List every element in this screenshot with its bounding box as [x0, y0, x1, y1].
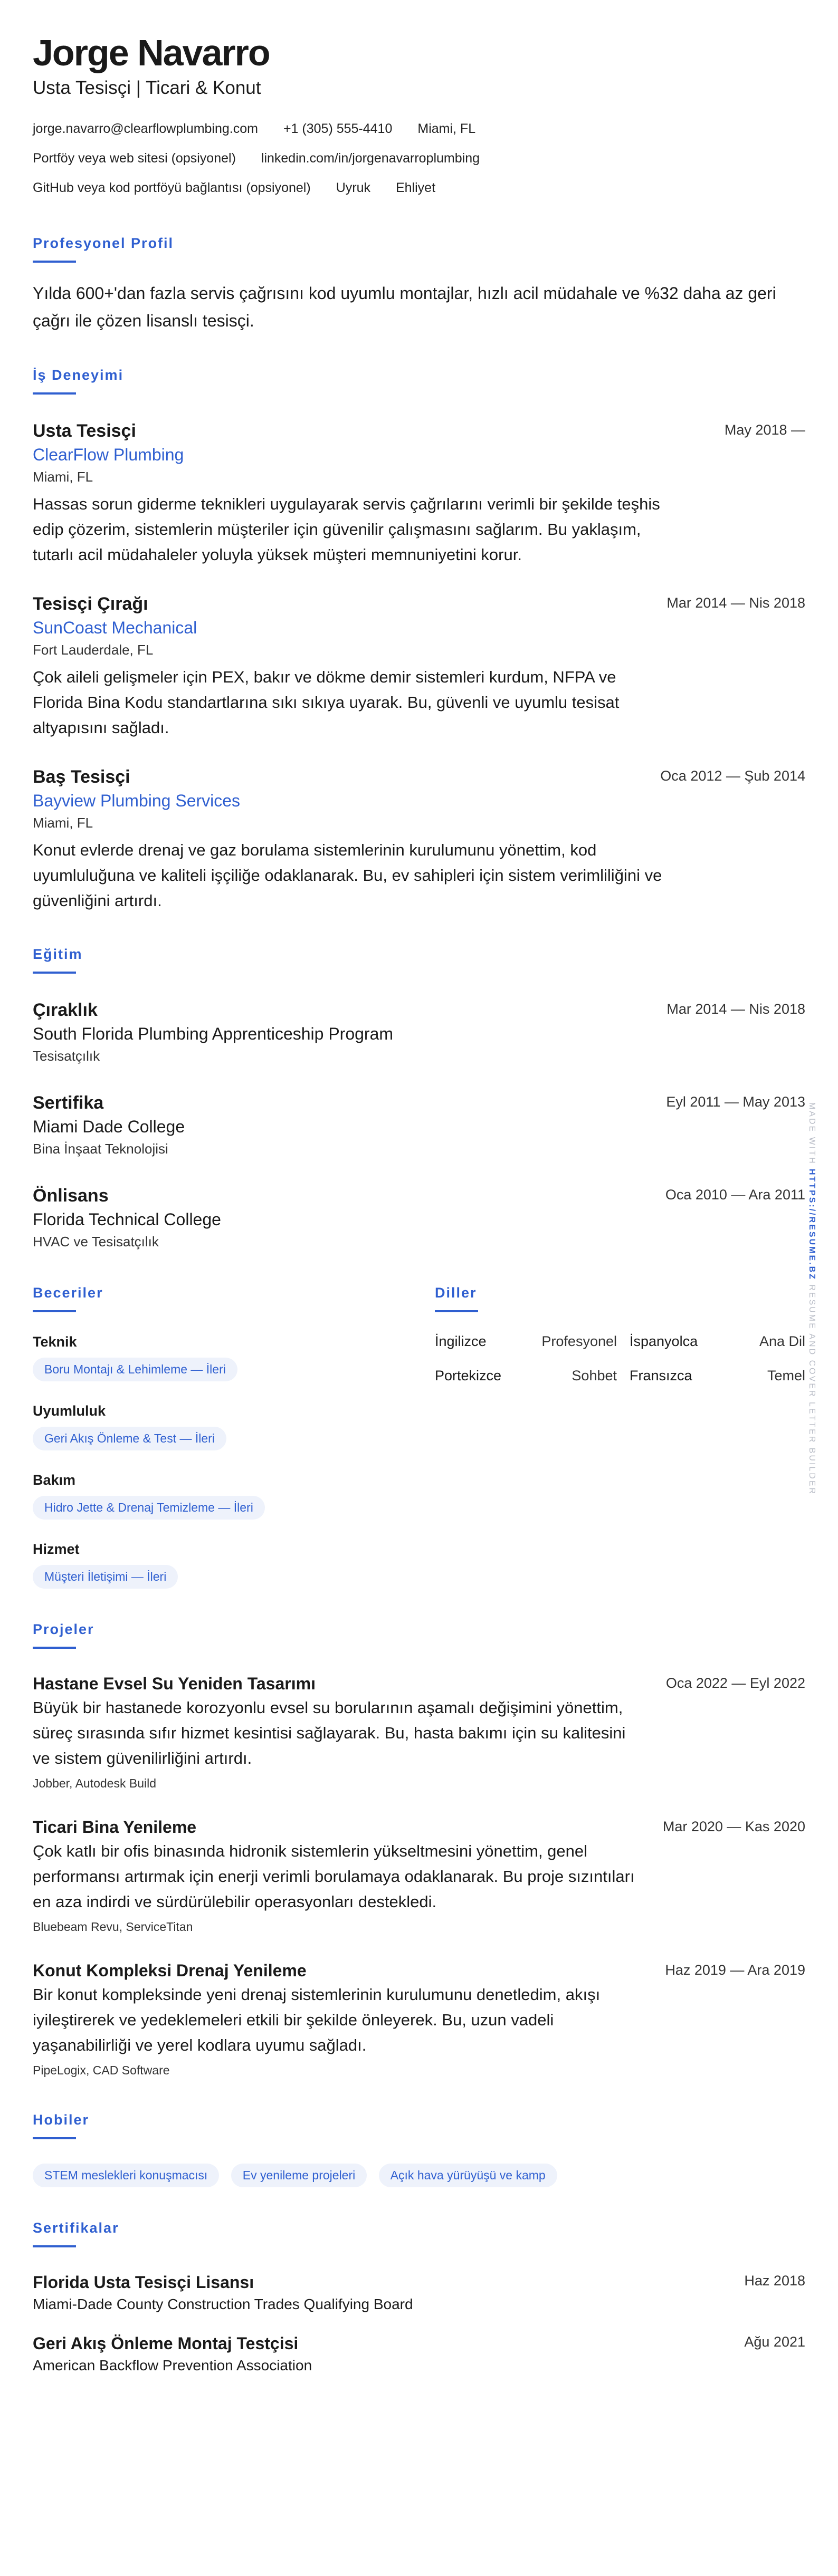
project-date: Mar 2020 — Kas 2020: [662, 1819, 805, 1834]
skill-pill: Hidro Jette & Drenaj Temizleme — İleri: [33, 1496, 265, 1520]
experience-date: Oca 2012 — Şub 2014: [660, 768, 805, 784]
project-tools: Bluebeam Revu, ServiceTitan: [33, 1920, 193, 1934]
education-degree: Çıraklık: [33, 1000, 98, 1020]
certification-issuer: Miami-Dade County Construction Trades Qualifying Board: [33, 2296, 413, 2312]
section-title-skills: Beceriler: [33, 1285, 103, 1301]
project-name: Hastane Evsel Su Yeniden Tasarımı: [33, 1674, 316, 1693]
contact-row: [33, 143, 805, 173]
section-title-languages: Diller: [435, 1285, 477, 1301]
profile-summary: Yılda 600+'dan fazla servis çağrısını kod uyumlu montajlar, hızlı acil müdahale ve %32 daha az geri çağrı ile çözen lisanslı tesisçi.: [33, 284, 776, 330]
experience-company: ClearFlow Plumbing: [33, 445, 184, 464]
experience-description: Hassas sorun giderme teknikleri uygulayarak servis çağrılarını verimli bir şekilde teşhis edip çözerim, sistemlerin müşteriler için güvenilir çalışmasını sağlarım. Bu yaklaşım, tutarlı acil müdahaleler yoluyla yüksek müşteri memnuniyetini korur.: [33, 495, 660, 564]
experience-company: Bayview Plumbing Services: [33, 791, 241, 810]
hobby-pill: Ev yenileme projeleri: [231, 2164, 367, 2187]
section-title-education: Eğitim: [33, 946, 83, 962]
project-tools: Jobber, Autodesk Build: [33, 1776, 156, 1790]
education-date: Oca 2010 — Ara 2011: [665, 1187, 805, 1203]
project-entry: [33, 1959, 805, 2079]
experience-entry: [33, 419, 805, 568]
certification-entry: [33, 2271, 805, 2315]
section-title-hobbies: Hobiler: [33, 2112, 90, 2128]
project-description: Bir konut kompleksinde yeni drenaj sistemlerinin kurulumunu denetledim, akışı iyileştirerek ve yedeklemeleri etkili bir şekilde önleyerek. Bu, uzun vadeli yaşanabilirliği ve yerel kodlara uyumu sağladı.: [33, 1985, 601, 2054]
contact-row: [33, 114, 805, 143]
experience-role: Baş Tesisçi: [33, 767, 130, 787]
watermark-prefix: MADE WITH: [807, 1102, 816, 1165]
skills-languages-row: [33, 1252, 805, 1589]
nationality-text: Uyruk: [336, 180, 370, 195]
section-divider: [33, 2245, 76, 2247]
certification-issuer: American Backflow Prevention Association: [33, 2357, 312, 2373]
certification-name: Geri Akış Önleme Montaj Testçisi: [33, 2334, 299, 2353]
section-divider: [435, 1310, 478, 1312]
education-entry: [33, 1091, 805, 1159]
license-text: Ehliyet: [395, 180, 436, 195]
section-divider: [33, 1647, 76, 1649]
contact-row: [33, 173, 805, 203]
builder-watermark: [807, 1102, 816, 1495]
certification-entry: [33, 2332, 805, 2376]
education-entry: [33, 1184, 805, 1252]
watermark-link[interactable]: HTTPS://RESUME.BZ: [807, 1169, 816, 1281]
experience-description: Konut evlerde drenaj ve gaz borulama sistemlerinin kurulumunu yönettim, kod uyumluluğuna ve kaliteli işçiliğe odaklanarak. Bu, ev sahipleri için sistem verimliliğini ve güvenliğini artırdı.: [33, 841, 662, 910]
education-degree: Sertifika: [33, 1093, 104, 1113]
skill-pill: Müşteri İletişimi — İleri: [33, 1565, 178, 1589]
education-degree: Önlisans: [33, 1186, 109, 1206]
experience-location: Miami, FL: [33, 815, 93, 831]
experience-date: Mar 2014 — Nis 2018: [666, 595, 805, 611]
experience-description: Çok aileli gelişmeler için PEX, bakır ve dökme demir sistemleri kurdum, NFPA ve Florida Bina Kodu standartlarına sıkı sıkıya uyarak. Bu, güvenli ve uyumlu tesisat altyapısını sağladı.: [33, 668, 620, 737]
experience-company: SunCoast Mechanical: [33, 618, 197, 637]
section-title-projects: Projeler: [33, 1621, 94, 1637]
section-divider: [33, 392, 76, 395]
education-entry: [33, 998, 805, 1066]
language-level: Sohbet: [572, 1368, 617, 1383]
contact-block: [33, 114, 805, 203]
language-level: Profesyonel: [541, 1333, 617, 1349]
project-name: Konut Kompleksi Drenaj Yenileme: [33, 1961, 307, 1980]
education-field: Tesisatçılık: [33, 1048, 100, 1064]
skill-pill: Geri Akış Önleme & Test — İleri: [33, 1427, 226, 1450]
section-divider: [33, 972, 76, 974]
skill-category: Uyumluluk: [33, 1403, 106, 1419]
experience-entry: [33, 592, 805, 741]
project-description: Büyük bir hastanede korozyonlu evsel su borularının aşamalı değişimini yönettim, süreç sırasında sıfır hizmet kesintisi sağlayarak. Bu, hasta bakımı için su kalitesini ve sistem güvenilirliğini artırdı.: [33, 1698, 626, 1767]
education-date: Eyl 2011 — May 2013: [666, 1094, 805, 1110]
phone-text: +1 (305) 555-4410: [283, 121, 393, 136]
certification-date: Ağu 2021: [744, 2334, 805, 2350]
certification-date: Haz 2018: [744, 2273, 805, 2289]
skills-column: [33, 1252, 435, 1589]
section-divider: [33, 1310, 76, 1312]
hobby-pill: STEM meslekleri konuşmacısı: [33, 2164, 219, 2187]
project-tools: PipeLogix, CAD Software: [33, 2063, 170, 2077]
email-link[interactable]: jorge.navarro@clearflowplumbing.com: [33, 121, 258, 136]
project-entry: [33, 1815, 805, 1936]
experience-location: Fort Lauderdale, FL: [33, 642, 154, 658]
project-date: Oca 2022 — Eyl 2022: [665, 1675, 805, 1691]
experience-date: May 2018 —: [724, 422, 805, 438]
experience-role: Tesisçi Çırağı: [33, 594, 148, 614]
education-field: HVAC ve Tesisatçılık: [33, 1234, 159, 1249]
education-school: Florida Technical College: [33, 1210, 221, 1229]
hobby-pill: Açık hava yürüyüşü ve kamp: [379, 2164, 557, 2187]
language-level: Ana Dil: [759, 1333, 805, 1349]
skill-category: Hizmet: [33, 1541, 80, 1557]
skill-pill: Boru Montajı & Lehimleme — İleri: [33, 1358, 237, 1381]
language-name: İngilizce: [435, 1333, 487, 1349]
hobbies-list: [33, 2158, 805, 2187]
experience-location: Miami, FL: [33, 469, 93, 485]
education-school: Miami Dade College: [33, 1117, 185, 1136]
portfolio-link[interactable]: Portföy veya web sitesi (opsiyonel): [33, 151, 236, 166]
education-field: Bina İnşaat Teknolojisi: [33, 1141, 168, 1157]
skill-category: Bakım: [33, 1472, 76, 1488]
section-title-certifications: Sertifikalar: [33, 2220, 119, 2236]
language-name: Fransızca: [630, 1368, 692, 1383]
candidate-headline: Usta Tesisçi | Ticari & Konut: [33, 78, 261, 98]
linkedin-link[interactable]: linkedin.com/in/jorgenavarroplumbing: [261, 151, 480, 166]
project-name: Ticari Bina Yenileme: [33, 1818, 197, 1837]
section-title-experience: İş Deneyimi: [33, 367, 124, 383]
project-description: Çok katlı bir ofis binasında hidronik sistemlerin yükseltmesini yönettim, genel performansı artırmak için enerji verimli borulamaya odaklanarak. Bu proje sızıntıları en aza indirdi ve sürdürülebilir operasyonları destekledi.: [33, 1842, 635, 1911]
section-title-profile: Profesyonel Profil: [33, 235, 174, 251]
project-entry: [33, 1672, 805, 1792]
language-name: Portekizce: [435, 1368, 502, 1383]
section-divider: [33, 261, 76, 263]
language-name: İspanyolca: [630, 1333, 698, 1349]
experience-role: Usta Tesisçi: [33, 421, 136, 441]
education-date: Mar 2014 — Nis 2018: [666, 1001, 805, 1017]
certification-name: Florida Usta Tesisçi Lisansı: [33, 2273, 254, 2292]
watermark-suffix: RESUME AND COVER LETTER BUILDER: [807, 1284, 816, 1496]
languages-grid: [435, 1333, 805, 1384]
experience-entry: [33, 765, 805, 914]
github-link[interactable]: GitHub veya kod portföyü bağlantısı (opsiyonel): [33, 180, 311, 195]
location-text: Miami, FL: [417, 121, 476, 136]
language-level: Temel: [767, 1368, 805, 1383]
education-school: South Florida Plumbing Apprenticeship Program: [33, 1024, 394, 1043]
resume-page: [33, 31, 805, 2376]
section-divider: [33, 2137, 76, 2139]
candidate-name: Jorge Navarro: [33, 32, 270, 73]
project-date: Haz 2019 — Ara 2019: [665, 1962, 805, 1978]
languages-column: [435, 1252, 805, 1589]
skill-category: Teknik: [33, 1334, 77, 1350]
